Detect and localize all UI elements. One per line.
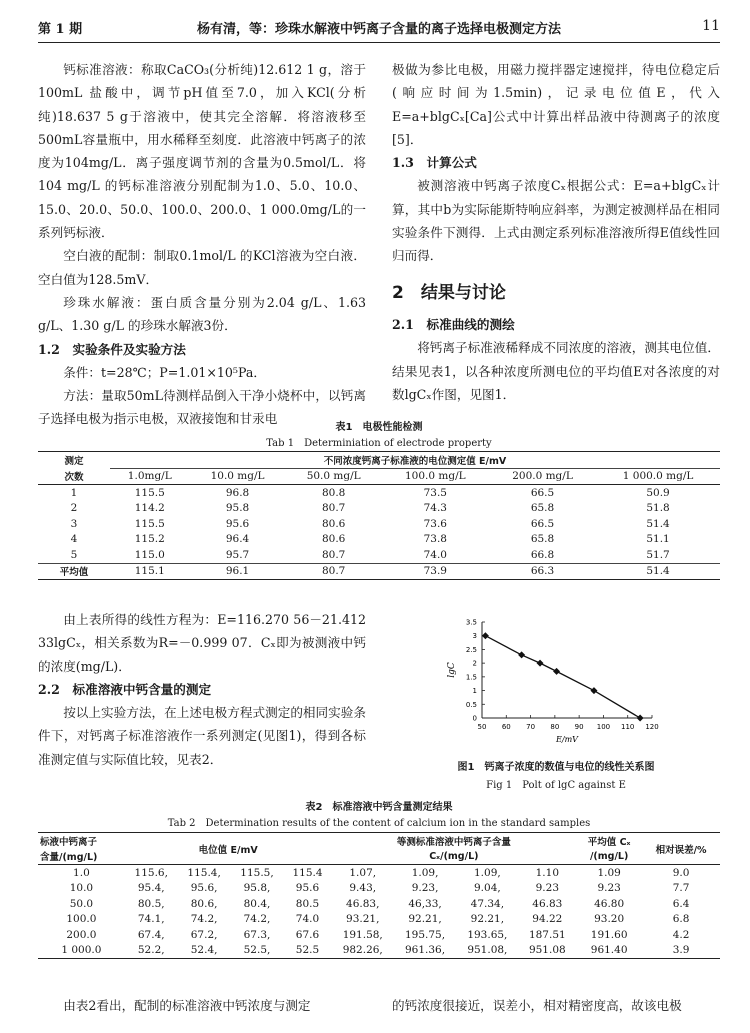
table2-potential-cell: 80.4, <box>243 897 271 910</box>
table1-head-group: 不同浓度钙离子标准液的电位测定值 E/mV <box>110 452 720 469</box>
y-tick-label: 3 <box>472 632 477 641</box>
data-point <box>637 715 644 722</box>
table1-value-cell: 80.7 <box>321 502 346 515</box>
table2-avg-cell: 46.80 <box>594 897 625 910</box>
table2-body <box>38 865 720 959</box>
table2-potential-cell: 67.3, <box>243 928 271 941</box>
table2-measured-cell: 93.21, <box>346 913 380 926</box>
table1-value-cell: 66.8 <box>530 548 555 561</box>
table2-measured-cell: 46.83, <box>346 897 380 910</box>
table2-potential-cell: 80.6, <box>190 897 218 910</box>
table-row <box>38 501 720 517</box>
table2-avg-cell: 9.23 <box>597 882 621 895</box>
table1-value-cell: 115.0 <box>134 548 165 561</box>
left-column-middle <box>38 608 366 771</box>
table2-caption-cn: 表2 标准溶液中钙含量测定结果 <box>305 802 453 813</box>
table2-potential-cell: 67.4, <box>137 928 165 941</box>
table1-value-cell: 74.0 <box>423 548 447 561</box>
table2-potential-cell: 115.4, <box>187 866 221 879</box>
table2-error-cell: 6.8 <box>672 913 690 926</box>
table1-run-cell: 2 <box>70 502 78 515</box>
paragraph-calcium-standard: 钙标准溶液：称取CaCO₃(分析纯)12.612 1 g，溶于100mL 盐酸中，调节pH值至7.0，加入KCl(分析纯)18.637 5 g于溶液中，使其完全溶解．将溶液移至500mL容量瓶中，用水稀释至刻度．此溶液中钙离子的浓度为104mg/L．离子强度调节剂的含量为0.5mol/L．将104 mg/L 的钙标准溶液分别配制为1.0、5.0、10.0、15.0、20.0、50.0、100.0、200.0、1 000.0mg/L的一系列钙标液． <box>38 62 366 241</box>
table1-value-cell: 50.9 <box>646 486 670 499</box>
table1-head-conc: 1 000.0 mg/L <box>622 470 694 483</box>
table1-value-cell: 80.6 <box>321 517 346 530</box>
table-row <box>38 927 720 943</box>
paragraph-formula: 被测溶液中钙离子浓度Cₓ根据公式：E=a+blgCₓ计算，其中b为实际能斯特响应斜率，为测定被测样品在相同实验条件下测得．上式由测定系列标准溶液所得E值线性回归而得． <box>392 178 720 264</box>
table2-potential-cell: 95.8, <box>243 882 271 895</box>
table1-value-cell: 66.5 <box>530 486 555 499</box>
table1-value-cell: 95.8 <box>225 502 250 515</box>
table2-content-cell: 200.0 <box>66 928 97 941</box>
table2-potential-cell: 74.2, <box>243 913 271 926</box>
table1-value-cell: 80.8 <box>321 486 346 499</box>
table2-potential-cell: 115.5, <box>240 866 274 879</box>
table1-head-conc: 1.0mg/L <box>127 470 172 483</box>
x-tick-label: 90 <box>574 723 584 731</box>
table1-value-cell: 96.4 <box>225 533 250 546</box>
table2-content-cell: 100.0 <box>66 913 97 926</box>
table2-measured-cell: 951.08, <box>467 944 508 957</box>
section-2-2-heading: 2.2 标准溶液中钙含量的测定 <box>38 681 212 697</box>
table2-measured-cell: 1.10 <box>535 866 560 879</box>
y-tick-label: 2 <box>472 659 477 668</box>
table1-caption-cn: 表1 电极性能检测 <box>335 422 423 433</box>
paragraph-method: 方法：量取50mL待测样品倒入干净小烧杯中，以钙离子选择电极为指示电极，双液接饱和甘汞电 <box>38 388 366 427</box>
header-rule <box>38 42 720 43</box>
table2-measured-cell: 187.51 <box>528 928 566 941</box>
table2-potential-cell: 74.0 <box>295 913 320 926</box>
running-header <box>38 18 720 40</box>
paragraph-standard-measurement: 按以上实验方法，在上述电极方程式测定的相同实验条件下，对钙离子标准溶液作一系列测定(见图1)，得到各标准测定值与实际值比较，见表2． <box>38 705 366 767</box>
table1-value-cell: 115.2 <box>134 533 165 546</box>
table2-measured-cell: 47.34, <box>470 897 505 910</box>
table2-head-avg-1: 平均值 Cₓ <box>587 836 631 848</box>
y-axis-label: lgC <box>447 662 457 678</box>
data-point <box>518 651 525 658</box>
table1-avg-cell: 80.7 <box>321 565 346 578</box>
table2-measured-cell: 9.23 <box>535 882 560 895</box>
x-tick-label: 120 <box>645 723 659 731</box>
table2-head-avg-2: /(mg/L) <box>589 850 629 862</box>
table2-measured-cell: 46.83 <box>532 897 563 910</box>
x-tick-label: 60 <box>501 723 511 731</box>
table2-measured-cell: 46,33, <box>408 897 442 910</box>
table2-potential-cell: 95.6, <box>190 882 218 895</box>
table1-avg-cell: 96.1 <box>225 565 250 578</box>
table2-potential-cell: 95.6 <box>295 882 320 895</box>
data-point <box>482 632 489 639</box>
table1-value-cell: 65.8 <box>530 502 555 515</box>
paragraph-blank: 空白液的配制：制取0.1mol/L 的KCl溶液为空白液．空白值为128.5mV． <box>38 248 366 287</box>
paragraph-conclusion-continued: 的钙浓度很接近，误差小，相对精密度高，故该电极 <box>392 998 682 1013</box>
x-axis-label: E/mV <box>556 735 578 744</box>
table1-value-cell: 114.2 <box>134 502 165 515</box>
table1-avg-cell: 66.3 <box>530 565 555 578</box>
table1-value-cell: 95.6 <box>225 517 250 530</box>
table2-measured-cell: 1.09, <box>411 866 439 879</box>
table2-potential-cell: 67.6 <box>295 928 320 941</box>
table2-avg-cell: 1.09 <box>597 866 621 879</box>
y-tick-label: 0.5 <box>465 700 477 709</box>
table1-head-run-2: 次数 <box>64 472 84 483</box>
table1-value-cell: 115.5 <box>134 486 165 499</box>
table1-run-cell: 3 <box>70 517 78 530</box>
table2-measured-cell: 9.04, <box>474 882 501 895</box>
paragraph-conclusion-start: 由表2看出，配制的标准溶液中钙浓度与测定 <box>63 998 311 1013</box>
table2-content-cell: 1 000.0 <box>61 944 102 957</box>
table2-head-measured-1: 等测标准溶液中钙离子含量 <box>396 836 511 848</box>
table1-avg-label: 平均值 <box>59 567 89 579</box>
table2-potential-cell: 52.4, <box>190 944 218 957</box>
table2-error-cell: 9.0 <box>672 866 690 879</box>
table1-value-cell: 80.7 <box>321 548 346 561</box>
table2-avg-cell: 93.20 <box>594 913 625 926</box>
table2-head-content-2: 含量/(mg/L) <box>40 852 98 864</box>
table1-avg-cell: 115.1 <box>134 565 165 578</box>
table2-content-cell: 10.0 <box>69 882 94 895</box>
table1-value-cell: 73.5 <box>423 486 447 499</box>
y-tick-label: 3.5 <box>465 618 477 627</box>
table2-measured-cell: 9.23, <box>411 882 439 895</box>
table2-content-cell: 1.0 <box>73 866 90 879</box>
table2-potential-cell: 52.5 <box>295 944 320 957</box>
table1-value-cell: 66.5 <box>530 517 555 530</box>
table2-content-cell: 50.0 <box>69 897 94 910</box>
table1-value-cell: 51.4 <box>646 517 670 530</box>
table2-measured-cell: 191.58, <box>342 928 383 941</box>
paragraph-standard-curve: 将钙离子标准液稀释成不同浓度的溶液，测其电位值．结果见表1，以各种浓度所测电位的平均值E对各浓度的对数lgCₓ作图，见图1． <box>392 340 720 402</box>
table-row <box>38 485 720 501</box>
table1-value-cell: 51.1 <box>646 533 670 546</box>
table2-potential-cell: 95.4, <box>137 882 165 895</box>
table2-error-cell: 6.4 <box>672 897 690 910</box>
table1-value-cell: 96.8 <box>225 486 250 499</box>
left-column-bottom <box>38 994 366 1017</box>
table-row <box>38 532 720 548</box>
table2-error-cell: 4.2 <box>672 928 690 941</box>
right-column-top <box>392 58 720 406</box>
table2-measured-cell: 961.36, <box>405 944 446 957</box>
table2-potential-cell: 74.2, <box>190 913 218 926</box>
table2-potential-cell: 74.1, <box>137 913 165 926</box>
data-point <box>590 687 597 694</box>
table1-value-cell: 74.3 <box>423 502 447 515</box>
table1-run-cell: 4 <box>70 533 78 546</box>
x-tick-label: 110 <box>621 723 635 731</box>
table2-measured-cell: 982.26, <box>342 944 383 957</box>
y-tick-label: 1 <box>472 687 477 696</box>
data-point <box>537 660 544 667</box>
table2-measured-cell: 9.43, <box>349 882 377 895</box>
table1 <box>38 451 720 580</box>
x-tick-label: 50 <box>477 723 487 731</box>
table2-head-potential: 电位值 E/mV <box>198 844 258 856</box>
y-tick-label: 2.5 <box>465 645 477 654</box>
left-column-top <box>38 58 366 431</box>
table2-caption-en: Tab 2 Determination results of the content of calcium ion in the standard samples <box>167 818 591 829</box>
table2-potential-cell: 80.5 <box>295 897 320 910</box>
table2-potential-cell: 115.4 <box>292 866 323 879</box>
table1-head-run-1: 测定 <box>64 456 84 467</box>
table1-value-cell: 80.6 <box>321 533 346 546</box>
table1-value-cell: 73.8 <box>423 533 447 546</box>
table2-measured-cell: 92.21, <box>408 913 442 926</box>
table2-potential-cell: 52.5, <box>243 944 271 957</box>
issue-label: 第 1 期 <box>38 22 83 37</box>
table1-value-cell: 95.7 <box>225 548 250 561</box>
table1-value-cell: 73.6 <box>423 517 447 530</box>
table2-potential-cell: 80.5, <box>137 897 165 910</box>
table2-measured-cell: 195.75, <box>405 928 446 941</box>
section-1-3-heading: 1.3 计算公式 <box>392 155 477 171</box>
table-row <box>38 896 720 912</box>
table2-measured-cell: 1.09, <box>474 866 501 879</box>
y-tick-label: 0 <box>472 714 477 723</box>
table2-avg-cell: 961.40 <box>590 944 628 957</box>
table2-potential-cell: 115.6, <box>134 866 168 879</box>
table1-head-conc: 200.0 mg/L <box>512 470 573 483</box>
figure1-caption-en: Fig 1 Polt of lgC against E <box>486 780 626 791</box>
figure1-caption-cn: 图1 钙离子浓度的数值与电位的线性关系图 <box>457 762 655 773</box>
table2 <box>38 832 720 959</box>
table2-error-cell: 3.9 <box>672 944 690 957</box>
table1-head-conc: 50.0 mg/L <box>306 470 361 483</box>
table-row <box>38 547 720 563</box>
table2-measured-cell: 193.65, <box>467 928 508 941</box>
table1-value-cell: 51.8 <box>646 502 670 515</box>
paragraph-linear-equation: 由上表所得的线性方程为：E=116.270 56－21.412 33lgCₓ，相关系数为R=－0.999 07．Cₓ即为被测液中钙的浓度(mg/L)． <box>38 612 366 674</box>
y-tick-label: 1.5 <box>465 673 477 682</box>
paragraph-pearl-hydrolysate: 珍珠水解液：蛋白质含量分别为2.04 g/L、1.63 g/L、1.30 g/L 的珍珠水解液3份． <box>38 294 366 334</box>
running-title: 杨有清，等：珍珠水解液中钙离子含量的离子选择电极测定方法 <box>196 22 561 37</box>
x-tick-label: 80 <box>550 723 560 731</box>
section-2-heading: 2 结果与讨论 <box>392 282 506 303</box>
page-number: 11 <box>702 18 720 34</box>
table2-head-measured-2: Cₓ/(mg/L) <box>429 850 479 862</box>
table2-measured-cell: 1.07, <box>349 866 377 879</box>
table1-avg-cell: 51.4 <box>646 565 670 578</box>
table-row <box>38 912 720 928</box>
series-line <box>485 636 640 718</box>
table1-value-cell: 51.7 <box>646 548 670 561</box>
table1-head-conc: 100.0 mg/L <box>405 470 466 483</box>
figure-1-chart <box>440 608 670 758</box>
paragraph-method-continued: 极做为参比电极，用磁力搅拌器定速搅拌，待电位稳定后(响应时间为1.5min)，记录电位值E，代入E=a+blgCₓ[Ca]公式中计算出样品液中待测离子的浓度[5]． <box>392 62 720 147</box>
table2-potential-cell: 52.2, <box>137 944 165 957</box>
table2-error-cell: 7.7 <box>672 882 690 895</box>
table1-body <box>38 485 720 564</box>
table2-measured-cell: 92.21, <box>470 913 505 926</box>
right-column-bottom <box>392 994 720 1017</box>
section-1-2-heading: 1.2 实验条件及实验方法 <box>38 341 186 357</box>
table-row <box>38 943 720 959</box>
table2-avg-cell: 191.60 <box>590 928 628 941</box>
table2-head-error: 相对误差/% <box>655 844 707 856</box>
x-tick-label: 70 <box>526 723 536 731</box>
table1-caption-en: Tab 1 Determiniation of electrode property <box>266 438 492 449</box>
table2-head-content-1: 标液中钙离子 <box>40 836 98 848</box>
table2-potential-cell: 67.2, <box>190 928 218 941</box>
table1-value-cell: 65.8 <box>530 533 555 546</box>
table1-head-conc: 10.0 mg/L <box>210 470 265 483</box>
table1-avg-cell: 73.9 <box>423 565 447 578</box>
table1-run-cell: 1 <box>70 486 78 499</box>
table1-run-cell: 5 <box>70 548 78 561</box>
paragraph-conditions: 条件：t=28℃；P=1.01×10⁵Pa． <box>63 364 266 380</box>
table-row <box>38 881 720 897</box>
section-2-1-heading: 2.1 标准曲线的测绘 <box>392 316 515 332</box>
table2-measured-cell: 94.22 <box>532 913 563 926</box>
data-point <box>553 668 560 675</box>
x-tick-label: 100 <box>596 723 611 731</box>
table-row <box>38 516 720 532</box>
table1-value-cell: 115.5 <box>134 517 165 530</box>
table2-measured-cell: 951.08 <box>528 944 566 957</box>
table-row <box>38 865 720 881</box>
